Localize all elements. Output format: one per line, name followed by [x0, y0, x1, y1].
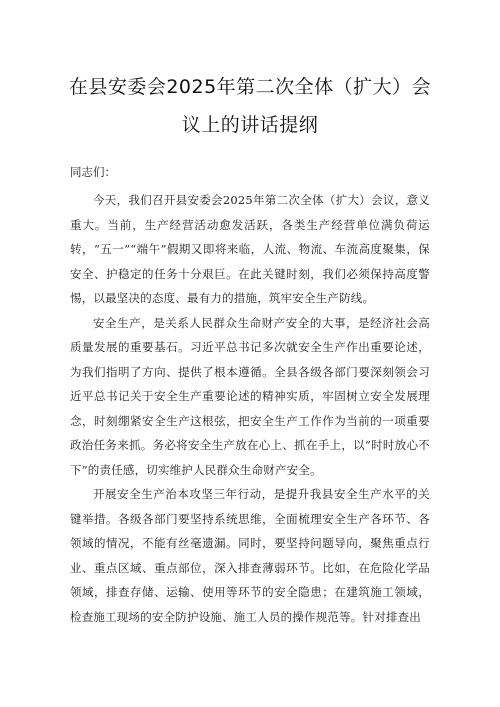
- paragraph-three-year-action: 开展安全生产治本攻坚三年行动，是提升我县安全生产水平的关键举措。各级各部门要坚持系统思维，全面梳理安全生产各环节、各领域的情况，不能有丝毫遗漏。同时，要坚持问题导向，聚焦重点行业、重点区域、重点部位，深入排查薄弱环节。比如，在危险化学品领域，排查存储、运输、使用等环节的安全隐患；在建筑施工领域，检查施工现场的安全防护设施、施工人员的操作规范等。针对排查出: [70, 487, 430, 624]
- document-title-line-1: 在县安委会2025年第二次全体（扩大）会: [68, 76, 432, 98]
- paragraph-safety-importance: 安全生产，是关系人民群众生命财产安全的大事，是经济社会高质量发展的重要基石。习近平总书记多次就安全生产作出重要论述，为我们指明了方向、提供了根本遵循。全县各级各部门要深刻领会习近平总书记关于安全生产重要论述的精神实质，牢固树立安全发展理念，时刻绷紧安全生产这根弦，把安全生产工作作为当前的一项重要政治任务来抓。务必将安全生产放在心上、抓在手上，以“时时放心不下”的责任感，切实维护人民群众生命财产安全。: [70, 315, 430, 477]
- document-body: [70, 188, 430, 629]
- document-title-line-2: 议上的讲话提纲: [181, 114, 319, 136]
- salutation: 同志们：: [70, 165, 116, 179]
- paragraph-opening: 今天，我们召开县安委会2025年第二次全体（扩大）会议，意义重大。当前，生产经营活动愈发活跃，各类生产经营单位满负荷运转，“五一”“端午”假期又即将来临，人流、物流、车流高度聚集，保安全、护稳定的任务十分艰巨。在此关键时刻，我们必须保持高度警惕，以最坚决的态度、最有力的措施，筑牢安全生产防线。: [70, 193, 430, 305]
